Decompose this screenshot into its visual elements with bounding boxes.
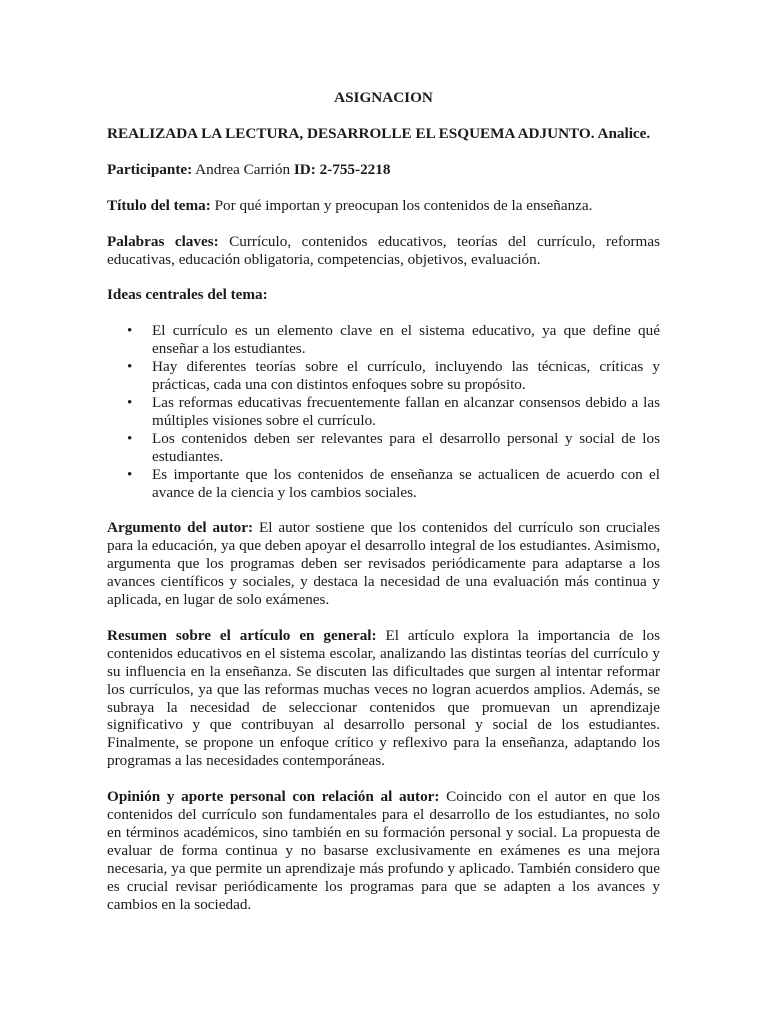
summary-paragraph xyxy=(107,627,660,770)
opinion-paragraph xyxy=(107,788,660,913)
bullet-icon: • xyxy=(127,393,133,411)
keywords-paragraph xyxy=(107,233,660,269)
participant-name: Andrea Carrión xyxy=(192,160,294,178)
topic-line xyxy=(107,197,660,215)
list-item-text: Los contenidos deben ser relevantes para el desarrollo personal y social de los estudiantes. xyxy=(152,429,660,465)
summary-label: Resumen sobre el artículo en general: xyxy=(107,626,377,644)
list-item-text: Hay diferentes teorías sobre el currículo, incluyendo las técnicas, críticas y prácticas, cada una con distintos enfoques sobre su propósito. xyxy=(152,358,660,394)
central-ideas-list xyxy=(107,322,660,501)
topic-label: Título del tema: xyxy=(107,196,211,214)
list-item-text: El currículo es un elemento clave en el sistema educativo, ya que define qué enseñar a los estudiantes. xyxy=(152,322,660,358)
bullet-icon: • xyxy=(127,429,133,447)
opinion-label: Opinión y aporte personal con relación al autor: xyxy=(107,788,440,806)
list-item-text: Las reformas educativas frecuentemente fallan en alcanzar consensos debido a las múltiples visiones sobre el currículo. xyxy=(152,393,660,429)
author-argument-paragraph xyxy=(107,519,660,609)
list-item xyxy=(127,393,660,430)
bullet-icon: • xyxy=(127,465,133,483)
opinion-text: Coincido con el autor en que los contenidos del currículo son fundamentales para el desarrollo de los estudiantes, no solo en términos académicos, sino también en su formación personal y social. La propuesta de evaluar de forma continua y no basarse exclusivamente en exámenes es una mejora necesaria, ya que permite un aprendizaje más profundo y aplicado. También considero que es crucial revisar periódicamente los programas para que se adapten a los avances y cambios en la sociedad. xyxy=(107,788,660,913)
list-item xyxy=(127,465,660,502)
instruction-line: REALIZADA LA LECTURA, DESARROLLE EL ESQUEMA ADJUNTO. Analice. xyxy=(107,124,651,142)
list-item xyxy=(127,322,660,358)
participant-label: Participante: xyxy=(107,160,193,178)
author-argument-text: El autor sostiene que los contenidos del currículo son cruciales para la educación, ya que deben apoyar el desarrollo integral de los estudiantes. Asimismo, argumenta que los programas deben ser revisados periódicamente para adaptarse a los avances científicos y sociales, y destaca la necesidad de una evaluación más continua y aplicada, en lugar de solo exámenes. xyxy=(107,519,660,609)
list-item xyxy=(127,429,660,466)
summary-text: El artículo explora la importancia de los contenidos educativos en el sistema escolar, analizando las distintas teorías del currículo y su influencia en la enseñanza. Se discuten las dificultades que surgen al intentar reformar los currículos, ya que las reformas muchas veces no logran acuerdos amplios. Además, se subraya la necesidad de seleccionar contenidos que promuevan un aprendizaje significativo y que contribuyan al desarrollo personal y social de los estudiantes. Finalmente, se propone un enfoque crítico y reflexivo para la enseñanza, adaptando los programas a las necesidades contemporáneas. xyxy=(107,626,660,770)
central-ideas-heading: Ideas centrales del tema: xyxy=(107,286,268,304)
keywords-label: Palabras claves: xyxy=(107,232,219,250)
bullet-icon: • xyxy=(127,358,133,376)
document-title: ASIGNACION xyxy=(334,89,433,106)
keywords-text: Currículo, contenidos educativos, teorías del currículo, reformas educativas, educación obligatoria, competencias, objetivos, evaluación. xyxy=(107,232,661,268)
bullet-icon: • xyxy=(127,322,133,340)
list-item xyxy=(127,358,660,394)
author-argument-label: Argumento del autor: xyxy=(107,519,254,537)
participant-line xyxy=(107,161,660,179)
list-item-text: Es importante que los contenidos de enseñanza se actualicen de acuerdo con el avance de la ciencia y los cambios sociales. xyxy=(152,465,660,501)
topic-text: Por qué importan y preocupan los contenidos de la enseñanza. xyxy=(210,196,593,214)
participant-id: ID: 2-755-2218 xyxy=(293,160,391,178)
